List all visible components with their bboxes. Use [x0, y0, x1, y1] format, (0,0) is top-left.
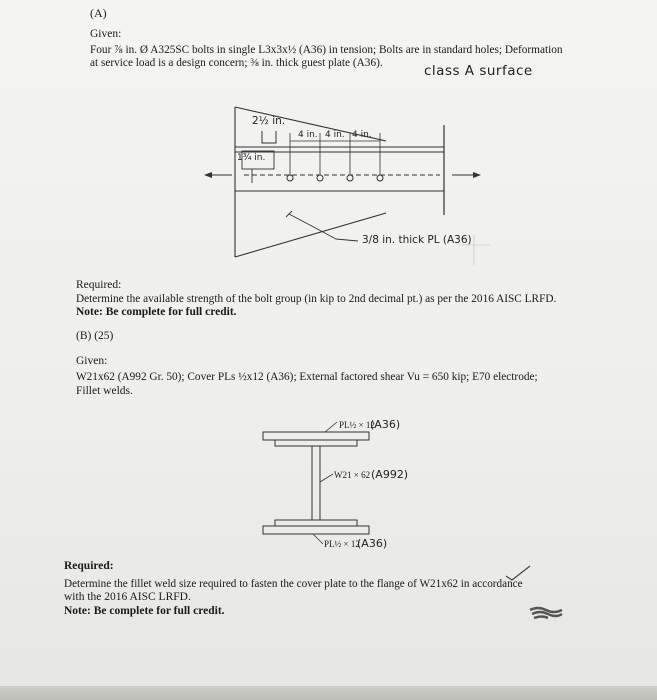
top-plate-leader	[325, 422, 337, 432]
scribble-mark	[530, 608, 562, 618]
part-b-required-line-2: with the 2016 AISC LRFD.	[64, 591, 191, 603]
part-b-given-line-2: Fillet welds.	[76, 385, 133, 397]
handwritten-class-a-note: class A surface	[424, 63, 533, 79]
section-grade: (A992)	[371, 468, 409, 481]
bottom-cover-plate	[263, 526, 369, 534]
right-tension-arrowhead	[473, 172, 481, 178]
part-b-given-heading: Given:	[76, 355, 108, 367]
part-b-required-line-1: Determine the fillet weld size required to fasten the cover plate to the flange of W21x62 in accordance	[64, 578, 523, 590]
check-mark	[506, 566, 530, 580]
bolt-hole-2	[317, 175, 323, 181]
bolt-hole-1	[287, 175, 293, 181]
part-b-note: Note: Be complete for full credit.	[64, 605, 225, 617]
bottom-flange	[275, 520, 357, 526]
top-cover-plate	[263, 432, 369, 440]
gage-dim-label: 1¾ in.	[237, 153, 266, 163]
top-plate-grade: (A36)	[370, 418, 401, 431]
top-plate-label: PL½ × 12	[339, 420, 375, 430]
part-a-required-text: Determine the available strength of the bolt group (in kip to 2nd decimal pt.) as per the 2016 AISC LRFD.	[76, 293, 557, 305]
bolt-hole-4	[377, 175, 383, 181]
handwritten-marks	[500, 558, 580, 628]
part-b-given-line-1: W21x62 (A992 Gr. 50); Cover PLs ½x12 (A36); External factored shear Vu = 650 kip; E70 electrode;	[76, 371, 538, 383]
edge-dim-bracket	[262, 131, 276, 143]
part-a-note: Note: Be complete for full credit.	[76, 306, 237, 318]
bottom-plate-label: PL½ × 12	[324, 539, 360, 549]
bottom-plate-leader	[313, 534, 323, 544]
part-a-given-line-1: Four ⅞ in. Ø A325SC bolts in single L3x3x½ (A36) in tension; Bolts are in standard holes; Deformation	[90, 44, 563, 56]
spacing-dim-label-1: 4 in.	[298, 130, 318, 140]
part-a-given-line-2: at service load is a design concern; ⅜ in. thick guest plate (A36).	[90, 57, 383, 69]
part-a-label: (A)	[90, 6, 107, 20]
plate-thickness-label: 3/8 in. thick PL (A36)	[362, 234, 472, 246]
spacing-dim-label-2: 4 in.	[325, 130, 345, 140]
part-a-given-heading: Given:	[90, 28, 122, 40]
edge-distance-label: 2½ in.	[252, 115, 286, 127]
top-flange	[275, 440, 357, 446]
section-label: W21 × 62	[334, 470, 371, 480]
part-a-required-heading: Required:	[76, 279, 122, 291]
section-leader	[320, 474, 333, 482]
part-b-label: (B) (25)	[76, 330, 114, 342]
part-b-required-heading: Required:	[64, 560, 114, 572]
left-tension-arrowhead	[204, 172, 212, 178]
plate-callout-leader	[286, 211, 358, 241]
page-fold-shadow	[0, 686, 657, 700]
bottom-plate-grade: (A36)	[357, 537, 388, 550]
bolt-hole-3	[347, 175, 353, 181]
spacing-dim-label-3: 4 in.	[352, 130, 372, 140]
